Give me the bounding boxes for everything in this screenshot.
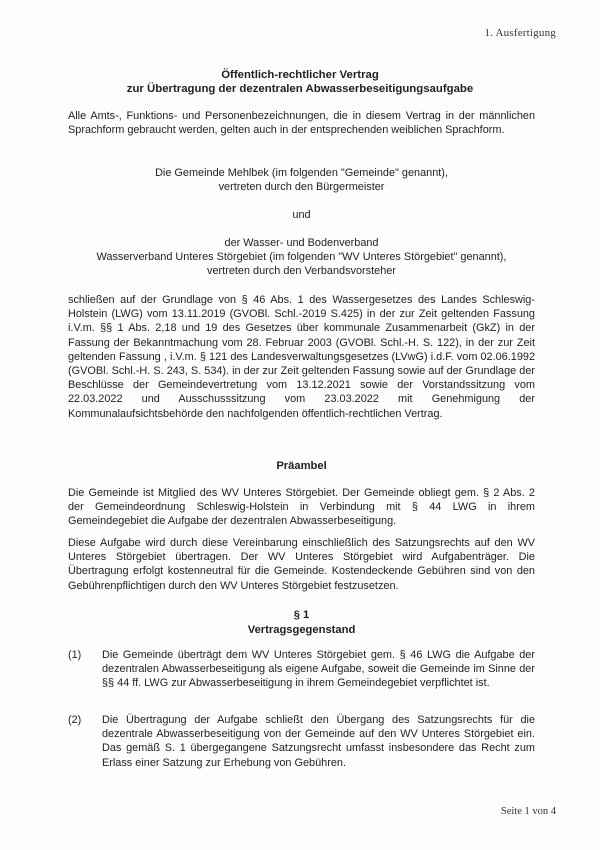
item-text: Die Übertragung der Aufgabe schließt den Übergang des Satzungsrechts für die dezentrale Abwasserbeseitigung von der Gemeinde auf den WV Unteres Störgebiet ein. Das gemäß S. 1 übergegangene Satzungsrecht umfasst insbesondere das Recht zum Erlass einer Satzung zur Erhebung von Gebühren. [102, 714, 535, 769]
section-1-title: Vertragsgegenstand [247, 623, 356, 636]
and-separator [68, 208, 535, 222]
title-line-2: zur Übertragung der dezentralen Abwasserbeseitigungsaufgabe [126, 83, 474, 95]
document-title [0, 68, 600, 96]
and-text: und [292, 209, 311, 221]
party2-line-2: Wasserverband Unteres Störgebiet (im folgenden "WV Unteres Störgebiet" genannt), [96, 251, 507, 264]
item-text: Die Gemeinde überträgt dem WV Unteres Störgebiet gem. § 46 LWG die Aufgabe der dezentralen Abwasserbeseitigung als eigene Aufgabe, soweit die Gemeinde im Sinne der §§ 44 ff. LWG zur Abwasserbeseitigung in ihrem Gemeindegebiet verpflichtet ist. [102, 649, 535, 690]
section-1-item [68, 648, 535, 691]
section-1-number: § 1 [293, 609, 310, 621]
party1-line-2: vertreten durch den Bürgermeister [218, 181, 385, 194]
party-municipality [68, 166, 535, 194]
title-line-1: Öffentlich-rechtlicher Vertrag [221, 69, 379, 81]
item-number: (1) [68, 649, 82, 661]
page-number: Seite 1 von 4 [500, 806, 556, 817]
intro-paragraph: Alle Amts-, Funktions- und Personenbezeichnungen, die in diesem Vertrag in der männlichen Sprachform gebraucht werden, gelten auch in der entsprechenden weiblichen Sprachform. [68, 110, 535, 137]
party-water-association [68, 236, 535, 279]
section-1-item [68, 713, 535, 770]
praeambel-paragraph-1: Die Gemeinde ist Mitglied des WV Unteres Störgebiet. Der Gemeinde obliegt gem. § 2 Abs. 2 der Gemeindeordnung Schleswig-Holstein in Verbindung mit § 44 LWG in ihrem Gemeindegebiet die Aufgabe der dezentralen Abwasserbeseitigung. [68, 487, 535, 528]
party2-line-3: vertreten durch den Verbandsvorsteher [207, 265, 396, 278]
party2-line-1: der Wasser- und Bodenverband [224, 237, 379, 249]
party1-line-1: Die Gemeinde Mehlbek (im folgenden "Gemeinde" genannt), [155, 167, 448, 179]
copy-note: 1. Ausfertigung [484, 27, 556, 39]
section-1-heading [68, 608, 535, 637]
praeambel-heading: Präambel [276, 460, 327, 472]
praeambel-paragraph-2: Diese Aufgabe wird durch diese Vereinbarung einschließlich des Satzungsrechts auf den WV Unteres Störgebiet übertragen. Der WV Unteres Störgebiet wird Aufgabenträger. Die Übertragung erfolgt kostenneutral für die Gemeinde. Kostendeckende Gebühren sind von den Gebührenpflichtigen durch den WV Unteres Störgebiet festzusetzen. [68, 537, 535, 592]
item-number: (2) [68, 714, 82, 726]
agreement-paragraph: schließen auf der Grundlage von § 46 Abs. 1 des Wassergesetzes des Landes Schleswig-Holstein (LWG) vom 13.11.2019 (GVOBl. Schl.-2019 S.425) in der zur Zeit geltenden Fassung i.V.m. §§ 1 Abs. 2,18 und 19 des Gesetzes über kommunale Zusammenarbeit (GkZ) in der Fassung der Bekanntmachung vom 28. Februar 2003 (GVOBl. Schl.-H. S. 122), in der zur Zeit geltenden Fassung , i.V.m. § 121 des Landesverwaltungsgesetzes (LVwG) i.d.F. vom 02.06.1992 (GVOBl. Schl.-H. S. 243, S. 534). in der zur Zeit geltenden Fassung sowie auf der Grundlage der Beschlüsse der Gemeindevertretung vom 13.12.2021 sowie der Vorstandssitzung vom 22.03.2022 und Ausschusssitzung vom 23.03.2022 mit Genehmigung der Kommunalaufsichtsbehörde den nachfolgenden öffentlich-rechtlichen Vertrag. [68, 294, 535, 420]
